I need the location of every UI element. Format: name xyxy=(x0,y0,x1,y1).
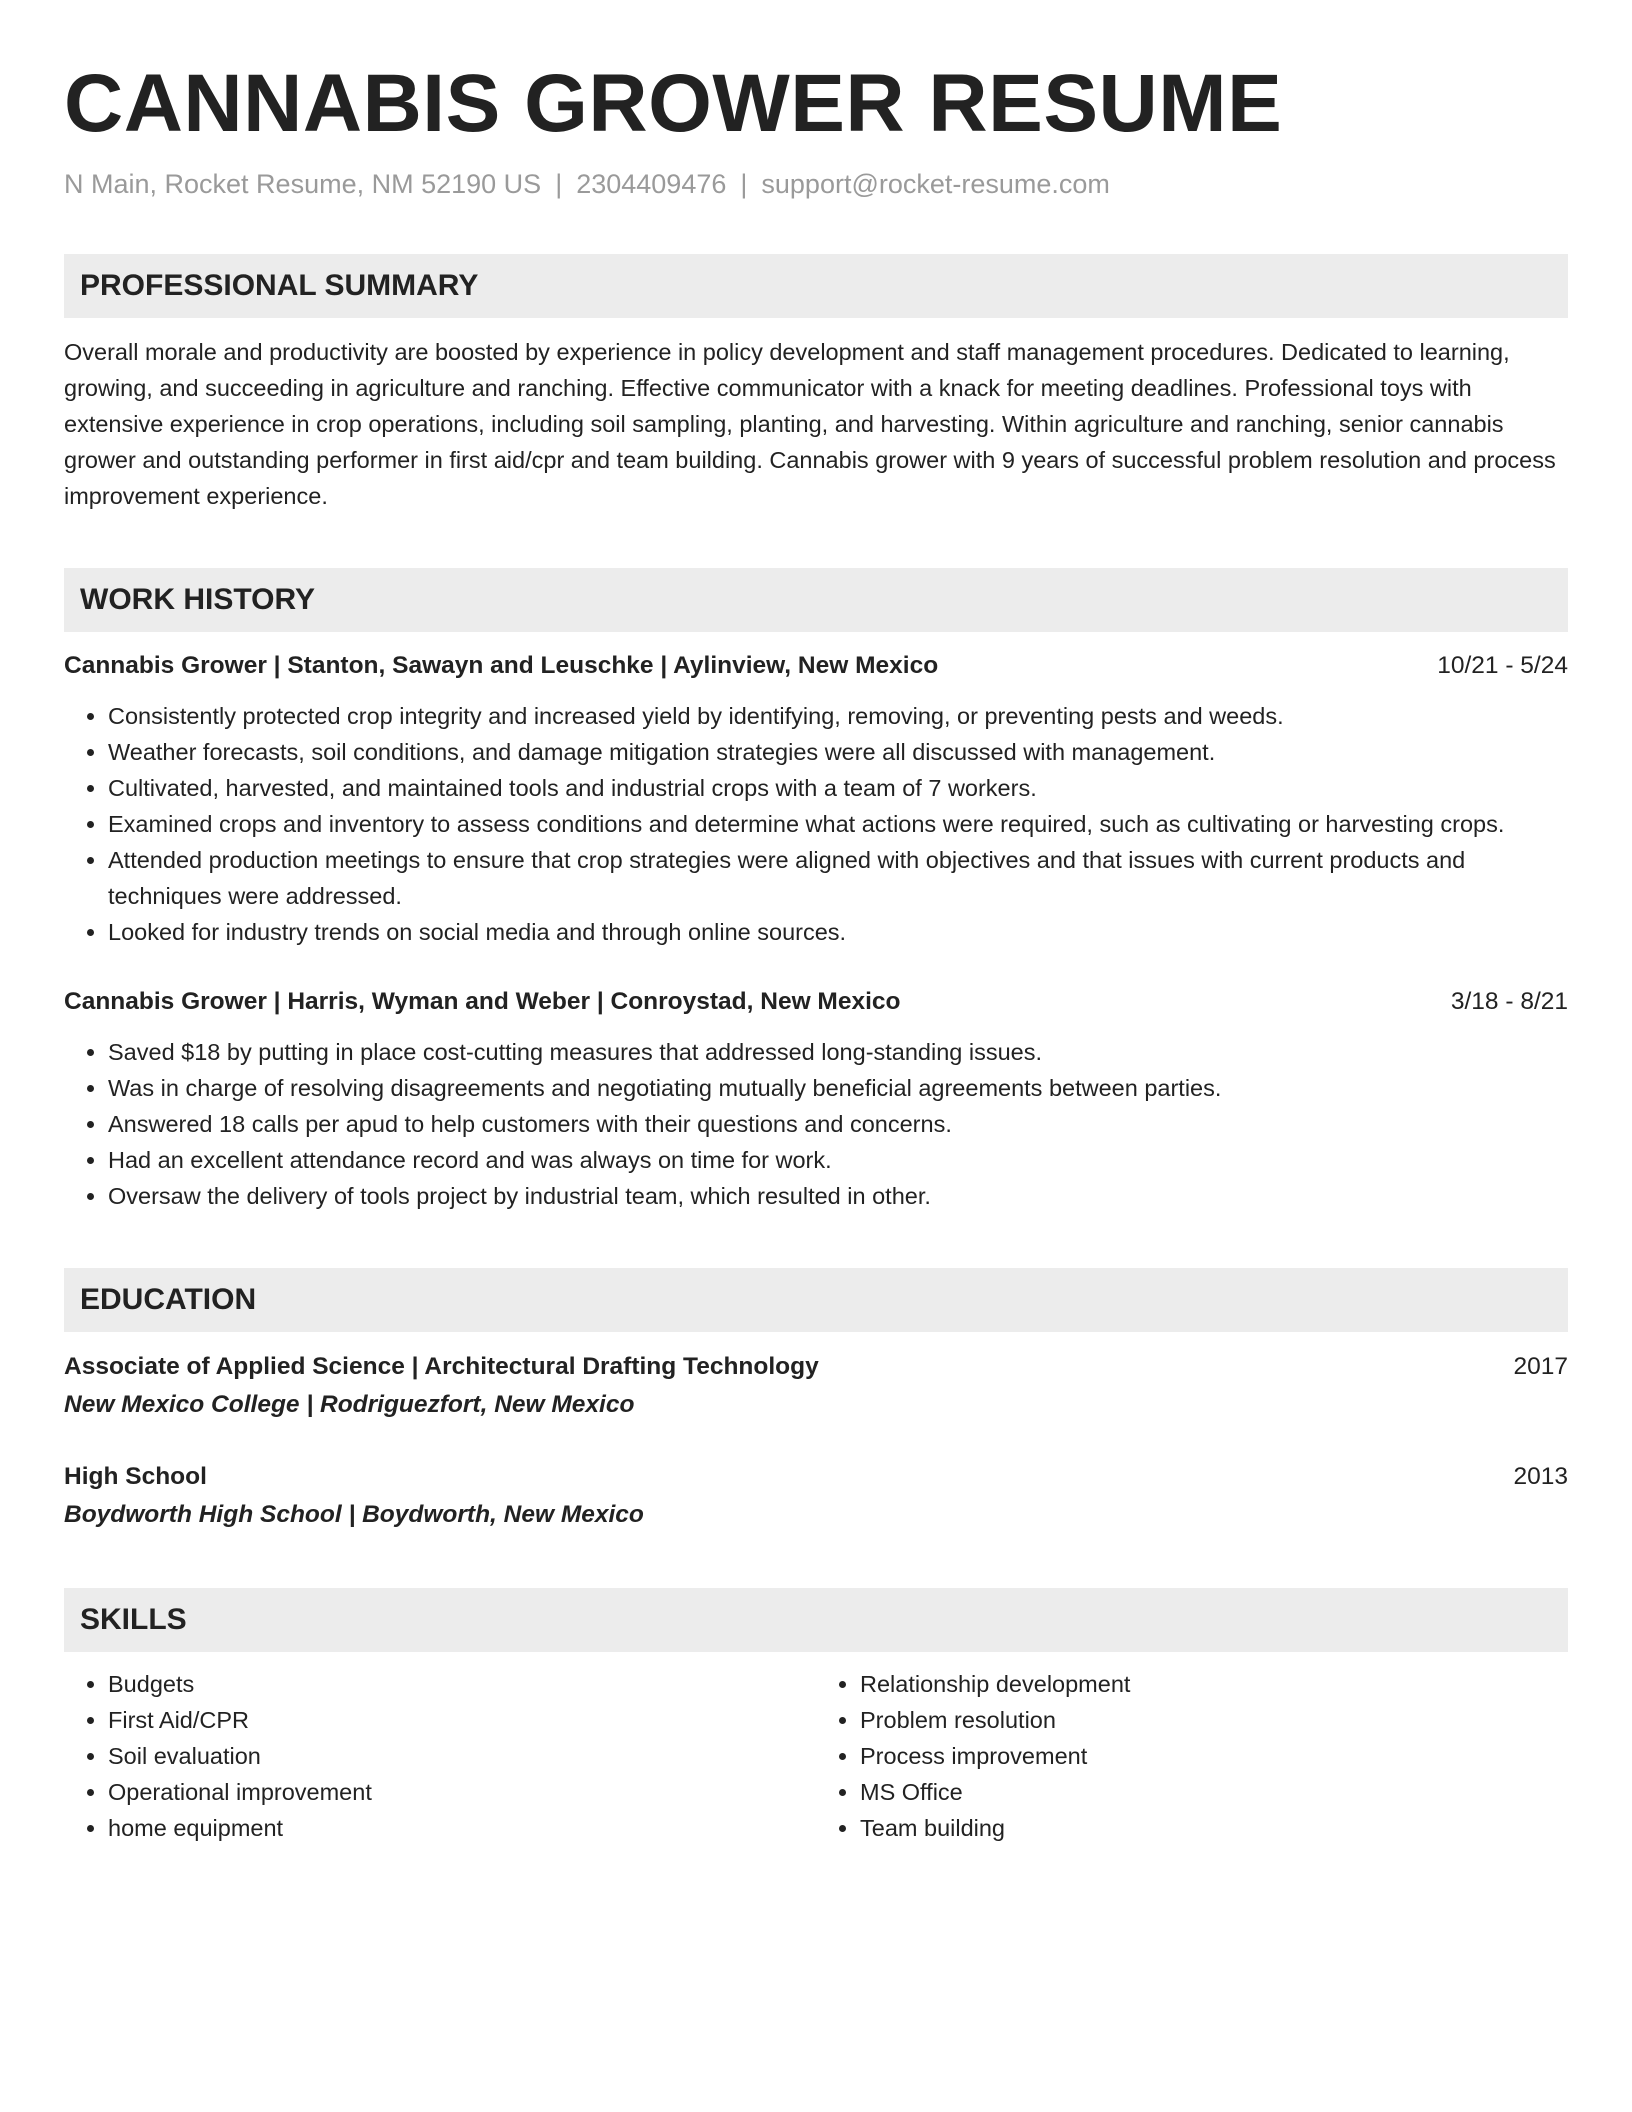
skill-item: • Problem resolution xyxy=(860,1702,1568,1738)
skills-columns xyxy=(64,1666,1568,1846)
skill-item: • Budgets xyxy=(108,1666,816,1702)
section-heading-work: WORK HISTORY xyxy=(64,568,1568,632)
section-heading-skills: SKILLS xyxy=(64,1588,1568,1652)
skill-item: • MS Office xyxy=(860,1774,1568,1810)
skill-item: • First Aid/CPR xyxy=(108,1702,816,1738)
job-entry xyxy=(64,984,1568,1214)
job-bullet: • Examined crops and inventory to assess conditions and determine what actions were required, such as cultivating or harvesting crops. xyxy=(108,806,1568,842)
summary-text: Overall morale and productivity are boosted by experience in policy development and staff management procedures. Dedicated to learning, growing, and succeeding in agriculture and ranching. Effective communicator with a knack for meeting deadlines. Professional toys with extensive experience in crop operations, including soil sampling, planting, and harvesting. Within agriculture and ranching, senior cannabis grower and outstanding performer in first aid/cpr and team building. Cannabis grower with 9 years of successful problem resolution and process improvement experience. xyxy=(64,339,1556,509)
job-dates: 10/21 - 5/24 xyxy=(1437,652,1568,679)
section-heading-education: EDUCATION xyxy=(64,1268,1568,1332)
contact-separator: | xyxy=(740,169,748,199)
job-bullets xyxy=(64,1034,1568,1214)
contact-address: N Main, Rocket Resume, NM 52190 US xyxy=(64,169,542,199)
resume-title: CANNABIS GROWER RESUME xyxy=(64,58,1283,149)
job-dates: 3/18 - 8/21 xyxy=(1450,988,1568,1015)
skills-list-left xyxy=(64,1666,816,1846)
education-entry xyxy=(64,1348,1568,1424)
contact-email: support@rocket-resume.com xyxy=(761,169,1110,199)
job-bullet: • Oversaw the delivery of tools project by industrial team, which resulted in other. xyxy=(108,1178,1568,1214)
job-bullet: • Weather forecasts, soil conditions, and damage mitigation strategies were all discussed with management. xyxy=(108,734,1568,770)
job-bullet: • Looked for industry trends on social media and through online sources. xyxy=(108,914,1568,950)
education-degree: Associate of Applied Science | Architectural Drafting Technology xyxy=(64,1353,819,1380)
skill-item: • Relationship development xyxy=(860,1666,1568,1702)
contact-phone: 2304409476 xyxy=(576,169,727,199)
job-title: Cannabis Grower | Harris, Wyman and Weber | Conroystad, New Mexico xyxy=(64,988,901,1015)
skills-list-right xyxy=(816,1666,1568,1846)
job-bullet: • Consistently protected crop integrity and increased yield by identifying, removing, or preventing pests and weeds. xyxy=(108,698,1568,734)
job-entry xyxy=(64,648,1568,950)
education-entry xyxy=(64,1458,1568,1534)
contact-separator: | xyxy=(555,169,563,199)
education-school: Boydworth High School | Boydworth, New Mexico xyxy=(64,1501,644,1528)
job-bullet: • Cultivated, harvested, and maintained tools and industrial crops with a team of 7 workers. xyxy=(108,770,1568,806)
job-bullet: • Saved $18 by putting in place cost-cutting measures that addressed long-standing issues. xyxy=(108,1034,1568,1070)
education-year: 2017 xyxy=(1513,1353,1568,1380)
education-school: New Mexico College | Rodriguezfort, New Mexico xyxy=(64,1391,635,1418)
education-degree: High School xyxy=(64,1463,207,1490)
job-bullet: • Answered 18 calls per apud to help customers with their questions and concerns. xyxy=(108,1106,1568,1142)
skill-item: • Process improvement xyxy=(860,1738,1568,1774)
education-year: 2013 xyxy=(1513,1463,1568,1490)
job-bullet: • Attended production meetings to ensure that crop strategies were aligned with objectives and that issues with current products and techniques were addressed. xyxy=(108,842,1568,914)
skill-item: • home equipment xyxy=(108,1810,816,1846)
contact-line xyxy=(64,166,1568,202)
skill-item: • Operational improvement xyxy=(108,1774,816,1810)
skill-item: • Soil evaluation xyxy=(108,1738,816,1774)
skill-item: • Team building xyxy=(860,1810,1568,1846)
section-heading-summary: PROFESSIONAL SUMMARY xyxy=(64,254,1568,318)
job-bullet: • Was in charge of resolving disagreements and negotiating mutually beneficial agreements between parties. xyxy=(108,1070,1568,1106)
job-bullet: • Had an excellent attendance record and was always on time for work. xyxy=(108,1142,1568,1178)
job-bullets xyxy=(64,698,1568,950)
job-title: Cannabis Grower | Stanton, Sawayn and Leuschke | Aylinview, New Mexico xyxy=(64,652,939,679)
